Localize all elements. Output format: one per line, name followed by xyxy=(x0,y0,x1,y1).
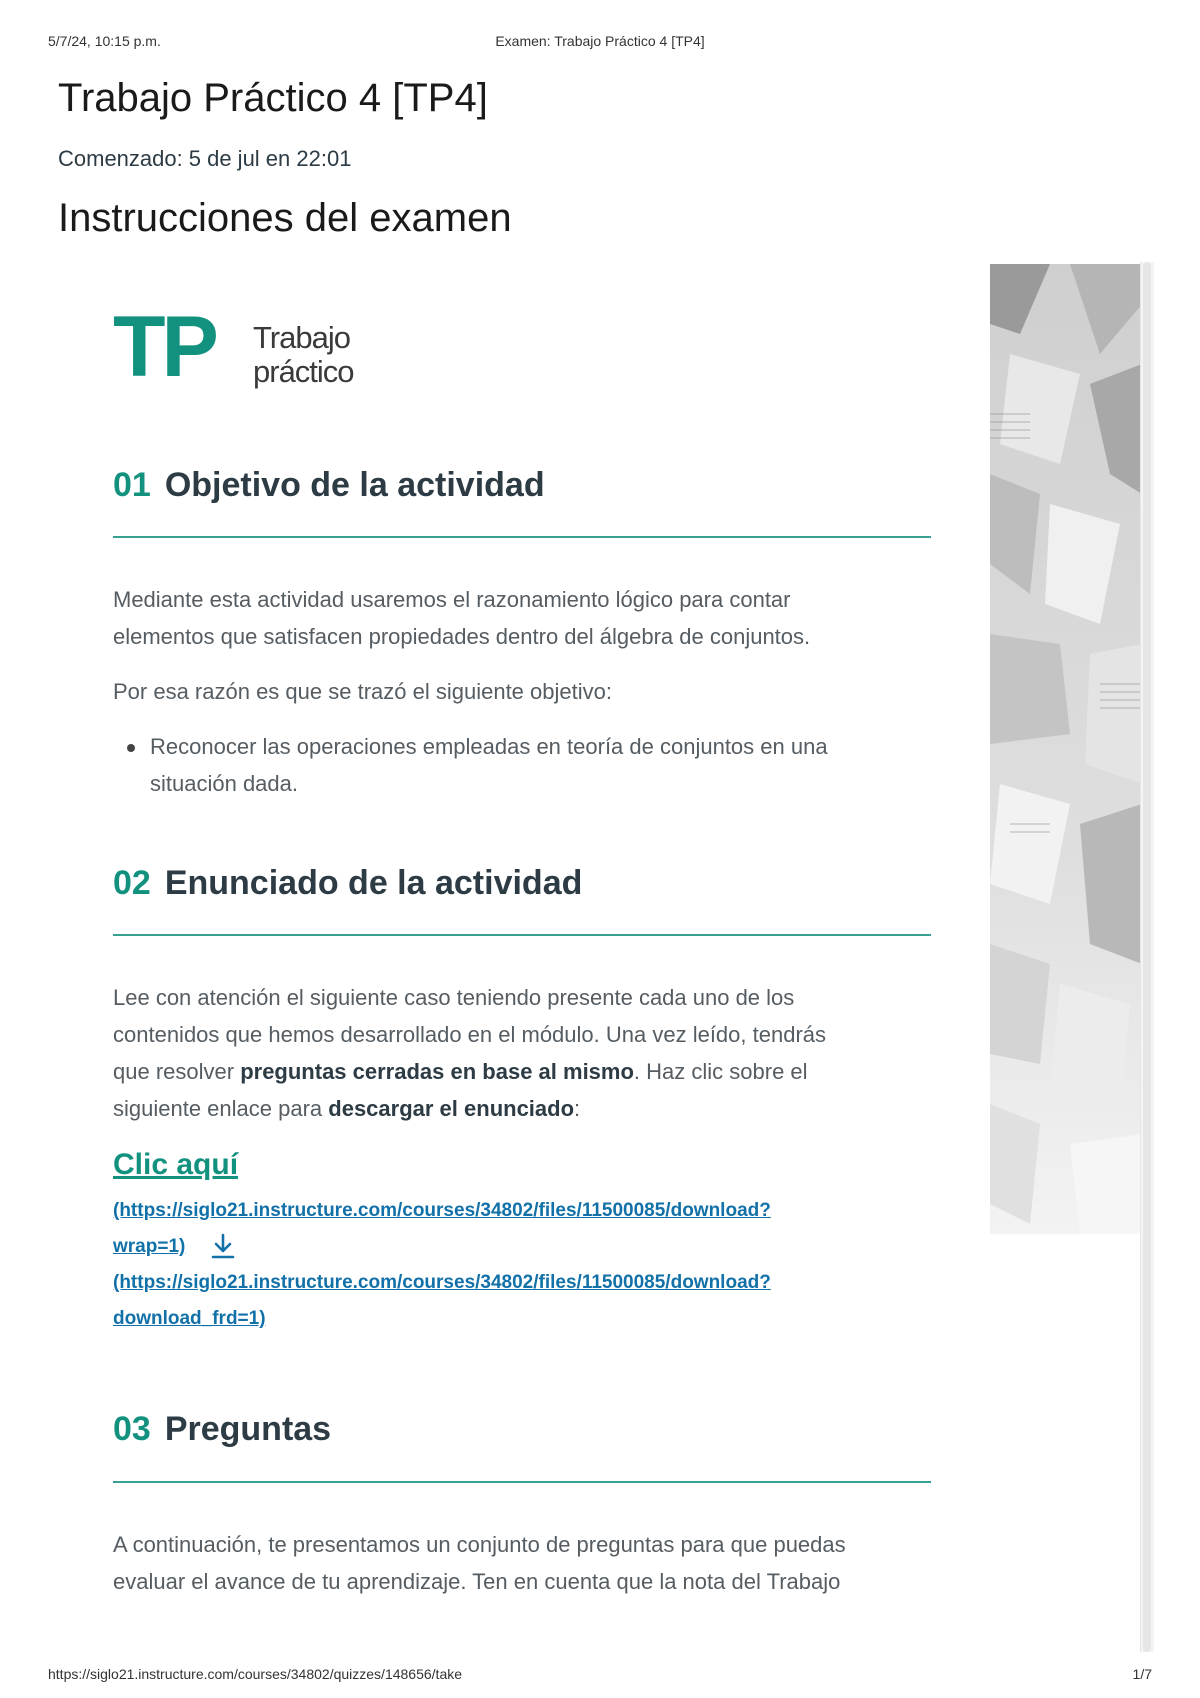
instructions-title: Instrucciones del examen xyxy=(58,196,512,240)
objective-intro: Por esa razón es que se trazó el siguiente objetivo: xyxy=(113,679,612,704)
section-heading-objective xyxy=(113,466,545,510)
section-title: Enunciado de la actividad xyxy=(164,864,583,902)
section-number: 03 xyxy=(113,1410,151,1448)
section-heading-statement xyxy=(113,864,582,908)
section-heading-questions xyxy=(113,1410,331,1454)
statement-line-4-end: : xyxy=(574,1096,581,1121)
started-info xyxy=(58,146,351,172)
statement-paragraph xyxy=(113,979,933,1127)
objective-paragraph xyxy=(113,581,933,655)
decorative-architecture-image xyxy=(990,264,1142,1234)
side-scrollbar-thumb[interactable] xyxy=(1143,262,1151,1652)
questions-line-2: evaluar el avance de tu aprendizaje. Ten en cuenta que la nota del Trabajo xyxy=(113,1569,841,1594)
download-link-2-line-1[interactable]: (https://siglo21.instructure.com/courses/34802/files/11500085/download? xyxy=(113,1272,771,1293)
statement-line-3-bold: preguntas cerradas en base al mismo xyxy=(240,1059,634,1084)
statement-line-4 xyxy=(113,1090,933,1127)
print-date: 5/7/24, 10:15 p.m. xyxy=(48,33,161,49)
tp-logo-word-1: Trabajo xyxy=(253,320,350,355)
started-label: Comenzado: xyxy=(58,146,183,171)
section-divider xyxy=(113,536,931,538)
download-link-2-line-2[interactable]: download_frd=1) xyxy=(113,1308,266,1329)
print-url: https://siglo21.instructure.com/courses/34802/quizzes/148656/take xyxy=(48,1666,463,1682)
page-title: Trabajo Práctico 4 [TP4] xyxy=(58,76,488,120)
statement-line-2: contenidos que hemos desarrollado en el módulo. Una vez leído, tendrás xyxy=(113,1022,827,1047)
tp-logo-word-2: práctico xyxy=(253,354,354,389)
print-doc-title: Examen: Trabajo Práctico 4 [TP4] xyxy=(495,33,705,49)
questions-paragraph xyxy=(113,1526,933,1600)
tp-logo-letters: TP xyxy=(113,299,215,395)
print-header xyxy=(48,33,1152,53)
statement-line-3 xyxy=(113,1053,933,1090)
section-number: 02 xyxy=(113,864,151,902)
bullet-dot-icon xyxy=(127,744,135,752)
section-title: Preguntas xyxy=(164,1410,332,1448)
objective-bullet xyxy=(125,728,925,802)
statement-line-3-start: que resolver xyxy=(113,1059,241,1084)
bullet-line-2: situación dada. xyxy=(150,771,298,796)
tp-logo xyxy=(113,299,413,395)
download-link-1-line-1[interactable]: (https://siglo21.instructure.com/courses/34802/files/11500085/download? xyxy=(113,1200,771,1221)
section-divider xyxy=(113,1481,931,1483)
questions-line-1: A continuación, te presentamos un conjunto de preguntas para que puedas xyxy=(113,1532,846,1557)
statement-line-4-start: siguiente enlace para xyxy=(113,1096,329,1121)
objective-line-2: elementos que satisfacen propiedades dentro del álgebra de conjuntos. xyxy=(113,624,811,649)
page-counter: 1/7 xyxy=(1132,1666,1152,1682)
statement-line-3-end: . Haz clic sobre el xyxy=(633,1059,808,1084)
side-scrollbar[interactable] xyxy=(1140,262,1154,1652)
section-divider xyxy=(113,934,931,936)
section-number: 01 xyxy=(113,466,151,504)
statement-line-4-bold: descargar el enunciado xyxy=(328,1096,575,1121)
download-link-1-line-2[interactable]: wrap=1) xyxy=(113,1236,186,1257)
section-title: Objetivo de la actividad xyxy=(164,466,545,504)
started-value: 5 de jul en 22:01 xyxy=(188,146,352,171)
print-footer xyxy=(48,1666,1152,1686)
click-here-link[interactable]: Clic aquí xyxy=(113,1148,239,1181)
bullet-line-1: Reconocer las operaciones empleadas en teoría de conjuntos en una xyxy=(150,734,828,759)
objective-line-1: Mediante esta actividad usaremos el razonamiento lógico para contar xyxy=(113,587,791,612)
download-arrow-icon[interactable] xyxy=(210,1232,236,1262)
statement-line-1: Lee con atención el siguiente caso teniendo presente cada uno de los xyxy=(113,985,795,1010)
